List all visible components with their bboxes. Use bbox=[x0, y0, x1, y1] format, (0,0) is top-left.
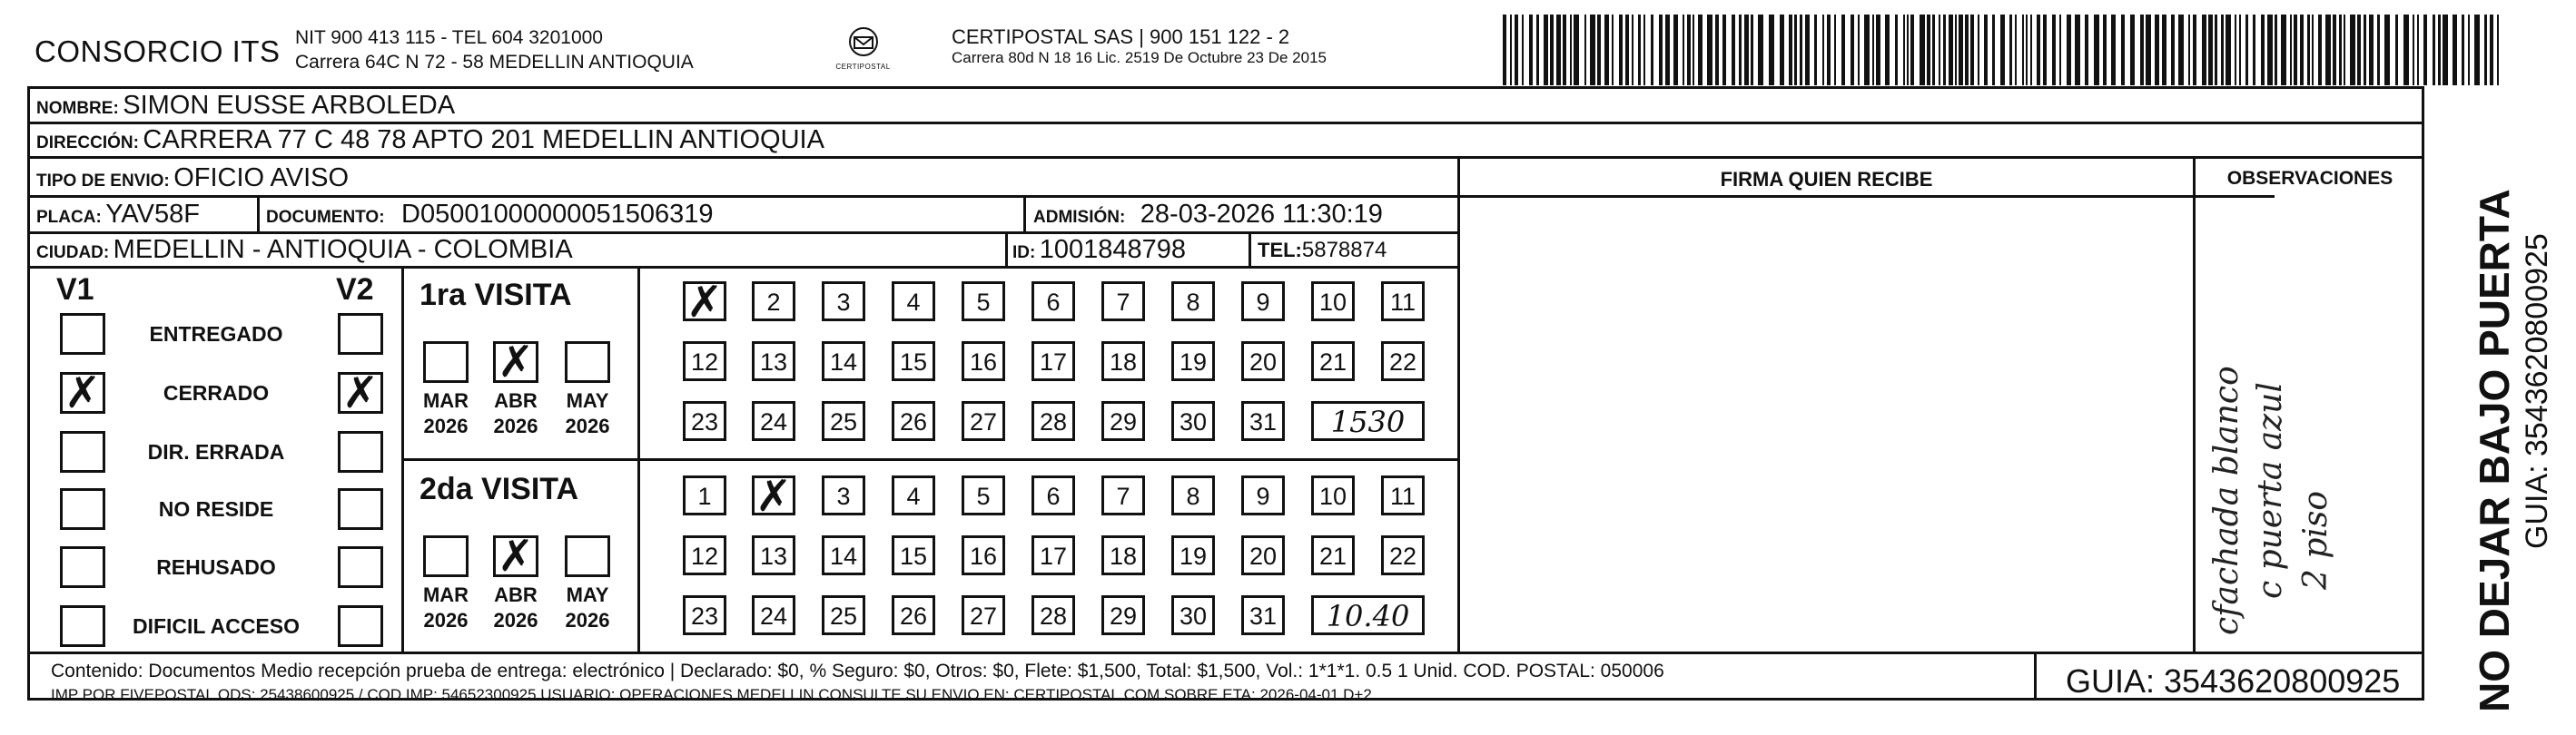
barcode bbox=[1503, 15, 2502, 85]
day-box[interactable]: 1 bbox=[683, 475, 726, 515]
tipo-label: TIPO DE ENVIO: bbox=[36, 172, 170, 191]
status-label: REHUSADO bbox=[156, 555, 276, 579]
v2-checkbox[interactable] bbox=[338, 546, 383, 588]
observaciones-header: OBSERVACIONES bbox=[2226, 168, 2393, 189]
day-box[interactable]: 16 bbox=[962, 341, 1005, 381]
month-label bbox=[560, 388, 615, 439]
company-name: CONSORCIO ITS bbox=[35, 34, 281, 68]
placa-value: YAV58F bbox=[105, 200, 200, 229]
visit-title: 2da VISITA bbox=[419, 472, 579, 506]
footer-imprint: IMP POR FIVEPOSTAL ODS: 25438600925 / COD.IMP: 54652300925 USUARIO: OPERACIONES MEDELLIN CONSULTE SU ENVIO EN: CERTIPOSTAL.COM SOBRE ETA: 2026-04-01 D+2 bbox=[51, 686, 1372, 703]
check-x-icon: ✗ bbox=[64, 368, 102, 418]
day-box[interactable]: 17 bbox=[1031, 535, 1075, 575]
day-box[interactable]: 5 bbox=[962, 475, 1005, 515]
tipo-value: OFICIO AVISO bbox=[173, 163, 350, 192]
no-dejar-bajo-puerta: NO DEJAR BAJO PUERTA bbox=[2471, 189, 2518, 712]
month-checkbox[interactable] bbox=[565, 535, 610, 577]
direccion-label: DIRECCIÓN: bbox=[36, 133, 139, 152]
v2-header: V2 bbox=[336, 272, 374, 307]
day-box[interactable]: 26 bbox=[892, 595, 935, 635]
status-label: NO RESIDE bbox=[158, 497, 274, 521]
documento-value: D05001000000051506319 bbox=[401, 200, 714, 229]
nit-line: NIT 900 413 115 - TEL 604 3201000 bbox=[295, 27, 603, 48]
day-box[interactable]: 26 bbox=[892, 401, 935, 441]
day-box[interactable]: 8 bbox=[1171, 281, 1215, 321]
month-name: ABR bbox=[494, 389, 538, 412]
day-box[interactable]: 31 bbox=[1241, 401, 1285, 441]
direccion-value: CARRERA 77 C 48 78 APTO 201 MEDELLIN ANTIOQUIA bbox=[143, 125, 824, 154]
month-year: 2026 bbox=[565, 609, 610, 632]
check-x-icon: ✗ bbox=[497, 531, 535, 582]
company-contact bbox=[295, 25, 694, 74]
day-box[interactable]: 14 bbox=[822, 535, 865, 575]
day-box[interactable]: 13 bbox=[752, 535, 795, 575]
id-label: ID: bbox=[1012, 243, 1036, 262]
day-box[interactable]: 9 bbox=[1241, 475, 1285, 515]
side-guia: GUIA: 3543620800925 bbox=[2520, 233, 2554, 549]
day-box[interactable]: 20 bbox=[1241, 535, 1285, 575]
day-box[interactable]: 16 bbox=[962, 535, 1005, 575]
v2-checkbox[interactable] bbox=[338, 313, 383, 355]
month-label bbox=[419, 583, 473, 633]
direccion-row bbox=[36, 125, 824, 155]
month-year: 2026 bbox=[423, 415, 469, 437]
day-box[interactable]: 22 bbox=[1381, 341, 1425, 381]
certipostal-logo bbox=[815, 25, 911, 76]
month-checkbox[interactable] bbox=[493, 337, 538, 387]
footer-contents: Contenido: Documentos Medio recepción prueba de entrega: electrónico | Declarado: $0, % Seguro: $0, Otros: $0, Flete: $1,500, Total: $1,500, Vol.: 1*1*1. 0.5 1 Unid. COD. POSTAL: 050006 bbox=[51, 661, 1664, 681]
day-box[interactable]: 2 bbox=[752, 281, 795, 321]
nombre-value: SIMON EUSSE ARBOLEDA bbox=[123, 91, 456, 120]
day-box[interactable]: 21 bbox=[1311, 341, 1355, 381]
day-box[interactable]: 11 bbox=[1381, 281, 1425, 321]
documento-cell bbox=[266, 200, 714, 230]
day-box[interactable]: 4 bbox=[892, 475, 935, 515]
day-box[interactable]: 28 bbox=[1031, 401, 1075, 441]
check-x-icon: ✗ bbox=[341, 368, 380, 418]
v2-checkbox[interactable] bbox=[338, 605, 383, 647]
day-box[interactable]: 20 bbox=[1241, 341, 1285, 381]
day-box[interactable]: 6 bbox=[1031, 281, 1075, 321]
day-box[interactable] bbox=[752, 471, 795, 522]
day-box[interactable]: 27 bbox=[962, 401, 1005, 441]
day-box[interactable]: 18 bbox=[1101, 535, 1145, 575]
tel-value: 5878874 bbox=[1301, 238, 1387, 262]
day-box[interactable]: 7 bbox=[1101, 475, 1145, 515]
day-box[interactable]: 30 bbox=[1171, 595, 1215, 635]
v2-checkbox[interactable] bbox=[338, 488, 383, 530]
status-label: DIFICIL ACCESO bbox=[132, 614, 300, 638]
ciudad-value: MEDELLIN - ANTIOQUIA - COLOMBIA bbox=[113, 235, 573, 264]
admision-label: ADMISIÓN: bbox=[1033, 208, 1126, 227]
month-checkbox[interactable] bbox=[423, 535, 469, 577]
status-label: ENTREGADO bbox=[149, 322, 283, 346]
status-label: CERRADO bbox=[163, 381, 270, 405]
day-box[interactable]: 14 bbox=[822, 341, 865, 381]
envelope-logo-icon bbox=[845, 25, 882, 58]
month-name: MAR bbox=[422, 389, 469, 412]
day-box[interactable]: 13 bbox=[752, 341, 795, 381]
day-box[interactable]: 11 bbox=[1381, 475, 1425, 515]
v1-header: V1 bbox=[56, 272, 94, 307]
admision-value: 28-03-2026 11:30:19 bbox=[1140, 200, 1383, 229]
month-name: ABR bbox=[494, 583, 538, 606]
certipostal-nit: CERTIPOSTAL SAS | 900 151 122 - 2 bbox=[952, 25, 1290, 48]
day-box[interactable]: 21 bbox=[1311, 535, 1355, 575]
month-year: 2026 bbox=[493, 609, 538, 632]
certipostal-address: Carrera 80d N 18 16 Lic. 2519 De Octubre 23 De 2015 bbox=[952, 49, 1327, 66]
month-year: 2026 bbox=[493, 415, 538, 437]
tipo-row bbox=[36, 163, 349, 193]
day-box[interactable]: 23 bbox=[683, 595, 726, 635]
day-box[interactable]: 31 bbox=[1241, 595, 1285, 635]
day-box[interactable]: 12 bbox=[683, 535, 726, 575]
check-x-icon: ✗ bbox=[497, 337, 535, 387]
day-box[interactable]: 10 bbox=[1311, 281, 1355, 321]
day-box[interactable]: 5 bbox=[962, 281, 1005, 321]
month-label bbox=[489, 388, 543, 439]
check-x-icon: ✗ bbox=[686, 277, 724, 328]
day-box[interactable]: 4 bbox=[892, 281, 935, 321]
id-cell bbox=[1012, 235, 1186, 265]
ciudad-label: CIUDAD: bbox=[36, 243, 110, 262]
day-box[interactable]: 9 bbox=[1241, 281, 1285, 321]
day-box[interactable]: 24 bbox=[752, 595, 795, 635]
day-box[interactable]: 15 bbox=[892, 341, 935, 381]
id-value: 1001848798 bbox=[1039, 235, 1187, 264]
v2-checkbox[interactable] bbox=[338, 368, 383, 418]
v2-checkbox[interactable] bbox=[338, 431, 383, 473]
day-box[interactable]: 27 bbox=[962, 595, 1005, 635]
day-box[interactable] bbox=[683, 277, 726, 328]
handwritten-note: cfachada blanco bbox=[2208, 366, 2245, 635]
tel-label: TEL: bbox=[1258, 239, 1302, 261]
visit-time[interactable]: 1530 bbox=[1311, 401, 1425, 441]
day-box[interactable]: 6 bbox=[1031, 475, 1075, 515]
day-box[interactable]: 23 bbox=[683, 401, 726, 441]
status-label: DIR. ERRADA bbox=[147, 440, 285, 464]
day-box[interactable]: 30 bbox=[1171, 401, 1215, 441]
day-box[interactable]: 29 bbox=[1101, 401, 1145, 441]
handwritten-note: 2 piso bbox=[2297, 490, 2334, 590]
placa-cell bbox=[36, 200, 200, 230]
ciudad-cell bbox=[36, 235, 573, 265]
day-box[interactable]: 28 bbox=[1031, 595, 1075, 635]
check-x-icon: ✗ bbox=[755, 471, 793, 522]
day-box[interactable]: 3 bbox=[822, 475, 865, 515]
certipostal-info bbox=[952, 25, 1327, 67]
visit-title: 1ra VISITA bbox=[419, 278, 572, 312]
visit-time[interactable]: 10.40 bbox=[1311, 595, 1425, 635]
day-box[interactable]: 10 bbox=[1311, 475, 1355, 515]
month-name: MAR bbox=[422, 583, 469, 606]
month-year: 2026 bbox=[423, 609, 469, 632]
day-box[interactable]: 18 bbox=[1101, 341, 1145, 381]
month-checkbox[interactable] bbox=[565, 341, 610, 383]
admision-cell bbox=[1033, 200, 1383, 230]
month-checkbox[interactable] bbox=[493, 531, 538, 582]
month-label bbox=[489, 583, 543, 633]
month-label bbox=[419, 388, 473, 439]
nombre-row bbox=[36, 91, 455, 121]
signature-area[interactable] bbox=[1460, 198, 2193, 652]
month-name: MAY bbox=[566, 389, 609, 412]
guia-number: GUIA: 3543620800925 bbox=[2066, 662, 2401, 700]
company-address: Carrera 64C N 72 - 58 MEDELLIN ANTIOQUIA bbox=[295, 52, 694, 73]
month-year: 2026 bbox=[565, 415, 610, 437]
handwritten-note: c puerta azul bbox=[2252, 382, 2289, 599]
day-box[interactable]: 29 bbox=[1101, 595, 1145, 635]
firma-header: FIRMA QUIEN RECIBE bbox=[1720, 168, 1933, 191]
day-box[interactable]: 3 bbox=[822, 281, 865, 321]
placa-label: PLACA: bbox=[36, 208, 102, 227]
day-box[interactable]: 8 bbox=[1171, 475, 1215, 515]
day-box[interactable]: 24 bbox=[752, 401, 795, 441]
tel-cell bbox=[1258, 238, 1387, 263]
day-box[interactable]: 19 bbox=[1171, 341, 1215, 381]
day-box[interactable]: 12 bbox=[683, 341, 726, 381]
day-box[interactable]: 19 bbox=[1171, 535, 1215, 575]
day-box[interactable]: 15 bbox=[892, 535, 935, 575]
day-box[interactable]: 17 bbox=[1031, 341, 1075, 381]
month-label bbox=[560, 583, 615, 633]
day-box[interactable]: 22 bbox=[1381, 535, 1425, 575]
day-box[interactable]: 7 bbox=[1101, 281, 1145, 321]
logo-caption: CERTIPOSTAL bbox=[835, 63, 891, 71]
month-checkbox[interactable] bbox=[423, 341, 469, 383]
day-box[interactable]: 25 bbox=[822, 595, 865, 635]
day-box[interactable]: 25 bbox=[822, 401, 865, 441]
documento-label: DOCUMENTO: bbox=[266, 208, 385, 227]
nombre-label: NOMBRE: bbox=[36, 99, 119, 118]
month-name: MAY bbox=[566, 583, 609, 606]
